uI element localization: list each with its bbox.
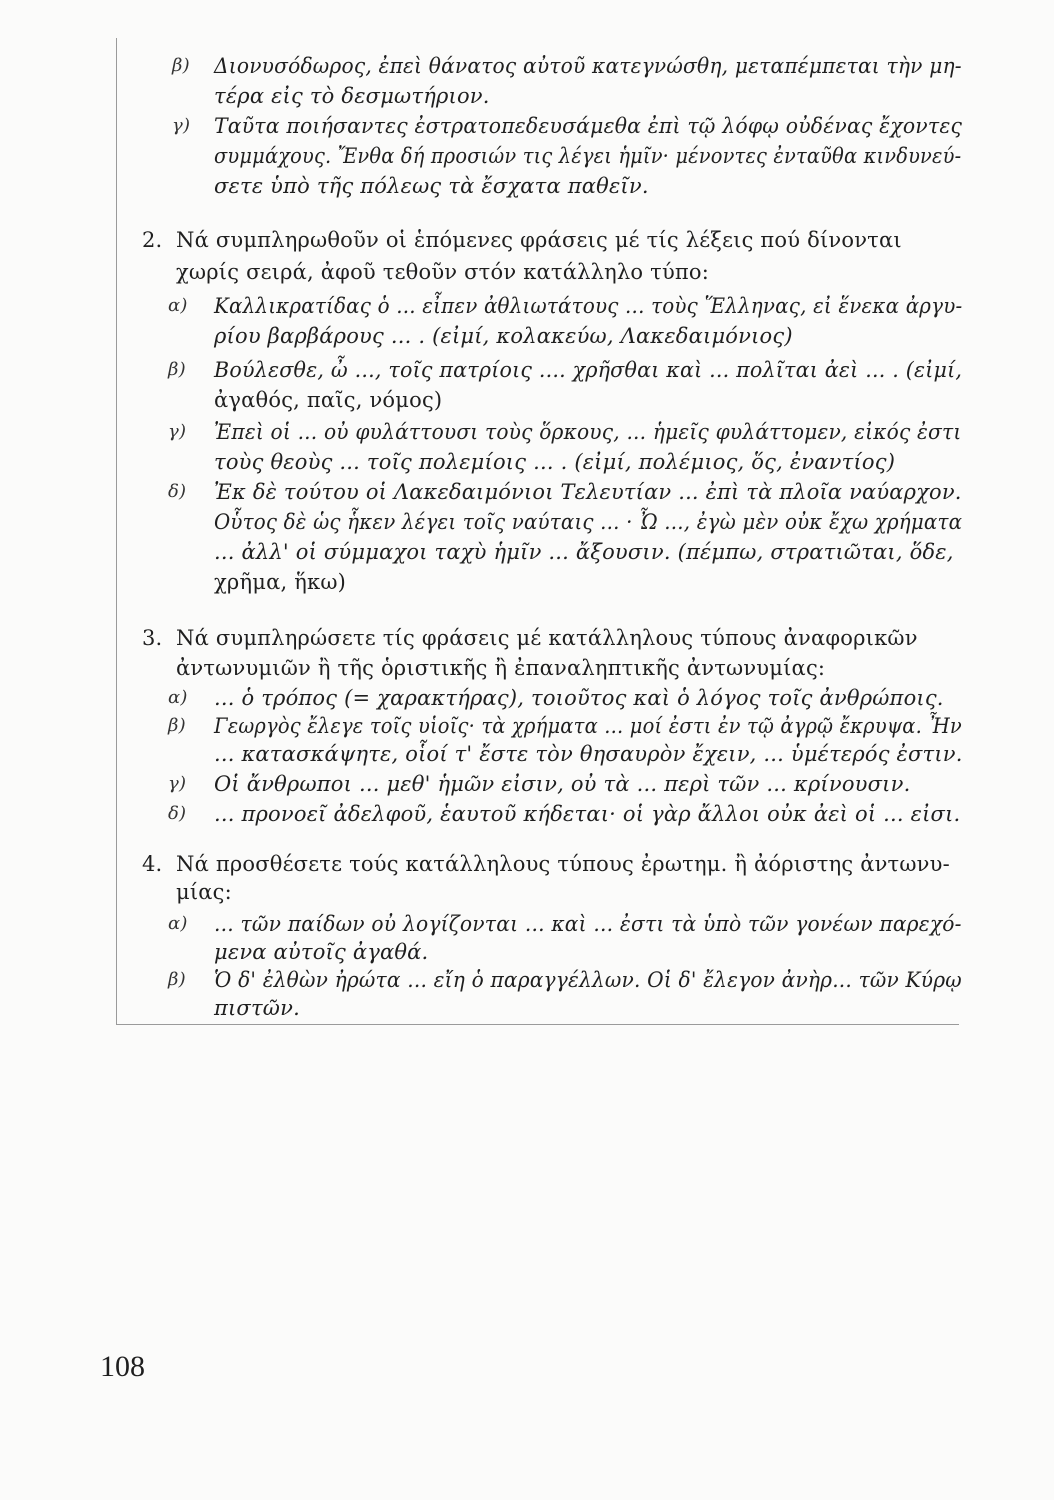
exercise-instruction: μίας: bbox=[176, 880, 232, 904]
exercise-instruction: χωρίς σειρά, ἀφοῦ τεθοῦν στόν κατάλληλο τύπο: bbox=[176, 260, 710, 284]
text-line: Ταῦτα ποιήσαντες ἐστρατοπεδευσάμεθα ἐπὶ τῷ λόφῳ οὐδένας ἔχοντες bbox=[214, 114, 963, 138]
exercise-instruction: ἀντωνυμιῶν ἢ τῆς ὁριστικῆς ἢ ἐπαναληπτικῆς ἀντωνυμίας: bbox=[176, 656, 826, 680]
text-line: Οἱ ἄνθρωποι ... μεθ' ἡμῶν εἰσιν, οὐ τὰ ... περὶ τῶν ... κρίνουσιν. bbox=[214, 772, 911, 796]
exercise-number: 2. bbox=[142, 228, 163, 252]
exercise-number: 4. bbox=[142, 852, 163, 876]
text-line: Ὁ δ' ἐλθὼν ἠρώτα ... εἴη ὁ παραγγέλλων. Οἱ δ' ἔλεγον ἀνὴρ... τῶν Κύρῳ bbox=[214, 968, 962, 992]
exercise-instruction: Νά προσθέσετε τούς κατάλληλους τύπους ἐρωτημ. ἢ ἀόριστης ἀντωνυ- bbox=[176, 852, 950, 876]
exercise-instruction: Νά συμπληρώσετε τίς φράσεις μέ κατάλληλους τύπους ἀναφορικῶν bbox=[176, 626, 918, 650]
text-line: χρῆμα, ἥκω) bbox=[214, 570, 347, 594]
item-marker: β) bbox=[172, 55, 190, 76]
text-line: ... ἀλλ' οἱ σύμμαχοι ταχὺ ἡμῖν ... ἄξουσιν. (πέμπω, στρατιῶται, ὅδε, bbox=[214, 540, 954, 564]
text-line: Οὗτος δὲ ὡς ἧκεν λέγει τοῖς ναύταις ... · Ὦ ..., ἐγὼ μὲν οὐκ ἔχω χρήματα bbox=[214, 510, 963, 534]
text-line: πιστῶν. bbox=[214, 996, 300, 1020]
text-line: Ἐκ δὲ τούτου οἱ Λακεδαιμόνιοι Τελευτίαν ... ἐπὶ τὰ πλοῖα ναύαρχον. bbox=[214, 480, 962, 504]
text-line: ... ὁ τρόπος (= χαρακτήρας), τοιοῦτος καὶ ὁ λόγος τοῖς ἀνθρώποις. bbox=[214, 686, 944, 710]
item-marker: α) bbox=[168, 913, 188, 934]
item-marker: β) bbox=[168, 359, 186, 380]
text-line: συμμάχους. Ἔνθα δή προσιών τις λέγει ἡμῖν· μένοντες ἐνταῦθα κινδυνεύ- bbox=[214, 144, 962, 168]
item-marker: δ) bbox=[168, 481, 187, 502]
item-marker: β) bbox=[168, 969, 186, 990]
text-line: τοὺς θεοὺς ... τοῖς πολεμίοις ... . (εἰμί, πολέμιος, ὅς, ἐναντίος) bbox=[214, 450, 896, 474]
text-line: ... κατασκάψητε, οἷοί τ' ἔστε τὸν θησαυρὸν ἔχειν, ... ὑμέτερός ἐστιν. bbox=[214, 742, 963, 766]
text-line: Καλλικρατίδας ὁ ... εἶπεν ἀθλιωτάτους ... τοὺς Ἕλληνας, εἰ ἕνεκα ἀργυ- bbox=[214, 294, 963, 318]
text-line: Ἐπεὶ οἱ ... οὐ φυλάττουσι τοὺς ὅρκους, ... ἡμεῖς φυλάττομεν, εἰκός ἐστι bbox=[214, 420, 962, 444]
text-line: τέρα εἰς τὸ δεσμωτήριον. bbox=[214, 84, 490, 108]
item-marker: α) bbox=[168, 295, 188, 316]
item-marker: γ) bbox=[168, 421, 187, 442]
exercise-instruction: Νά συμπληρωθοῦν οἱ ἑπόμενες φράσεις μέ τίς λέξεις πού δίνονται bbox=[176, 228, 902, 252]
page-number: 108 bbox=[100, 1350, 145, 1383]
item-marker: γ) bbox=[172, 115, 191, 136]
text-line: ρίου βαρβάρους ... . (εἰμί, κολακεύω, Λακεδαιμόνιος) bbox=[214, 324, 793, 348]
text-line: Βούλεσθε, ὦ ..., τοῖς πατρίοις .... χρῆσθαι καὶ ... πολῖται ἀεὶ ... . (εἰμί, bbox=[214, 358, 963, 382]
text-line: μενα αὐτοῖς ἀγαθά. bbox=[214, 940, 429, 964]
item-marker: γ) bbox=[168, 773, 187, 794]
exercise-number: 3. bbox=[142, 626, 163, 650]
text-line: ... προνοεῖ ἀδελφοῦ, ἑαυτοῦ κήδεται· οἱ γὰρ ἄλλοι οὐκ ἀεὶ οἱ ... εἰσι. bbox=[214, 802, 961, 826]
text-line: Διονυσόδωρος, ἐπεὶ θάνατος αὐτοῦ κατεγνώσθη, μεταπέμπεται τὴν μη- bbox=[214, 54, 962, 78]
text-line: ... τῶν παίδων οὐ λογίζονται ... καὶ ... ἐστι τὰ ὑπὸ τῶν γονέων παρεχό- bbox=[214, 912, 962, 936]
item-marker: α) bbox=[168, 687, 188, 708]
item-marker: β) bbox=[168, 715, 186, 736]
text-line: Γεωργὸς ἔλεγε τοῖς υἱοῖς· τὰ χρήματα ... μοί ἐστι ἐν τῷ ἀγρῷ ἔκρυψα. Ἦν bbox=[214, 714, 962, 738]
item-marker: δ) bbox=[168, 803, 187, 824]
text-line: σετε ὑπὸ τῆς πόλεως τὰ ἔσχατα παθεῖν. bbox=[214, 174, 649, 198]
text-line: ἀγαθός, παῖς, νόμος) bbox=[214, 388, 443, 412]
